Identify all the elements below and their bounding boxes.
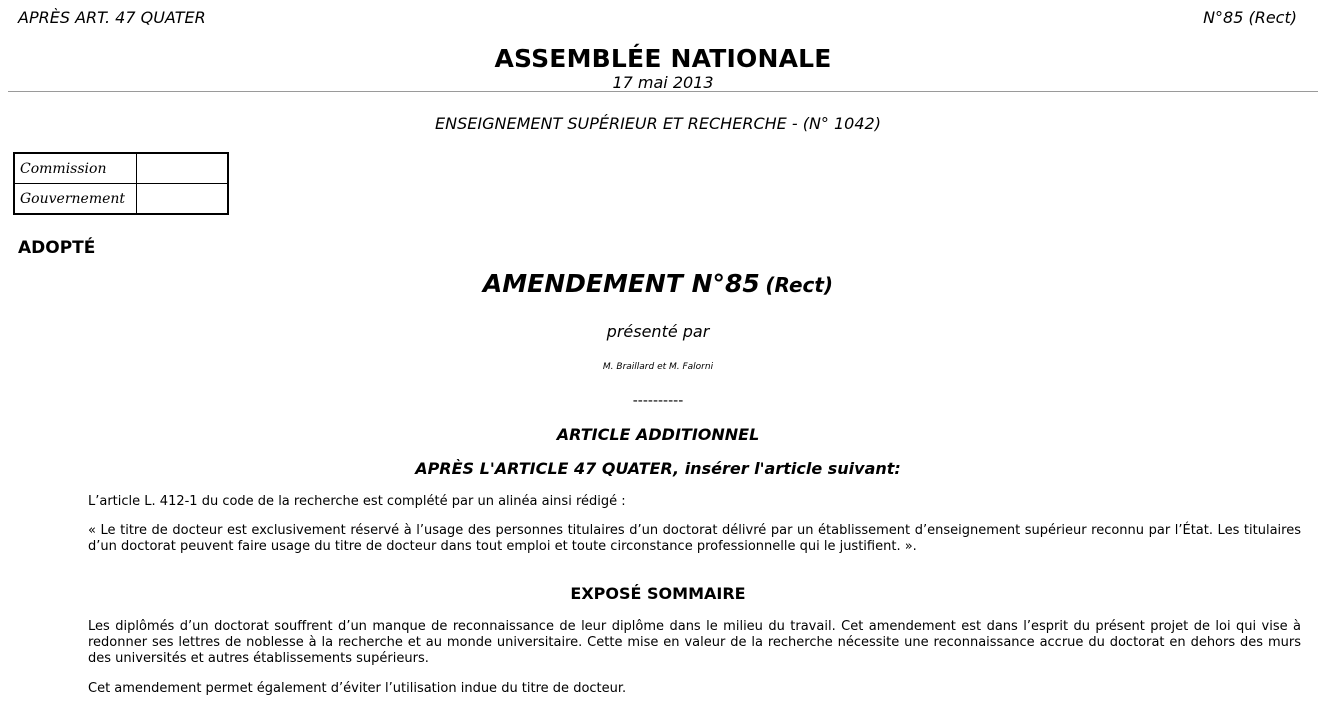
vote-label-gouvernement: Gouvernement xyxy=(14,184,137,215)
vote-row-commission xyxy=(14,153,228,184)
amendment-title xyxy=(0,269,1316,298)
adoption-status: ADOPTÉ xyxy=(18,238,96,258)
vote-value-gouvernement xyxy=(137,184,229,215)
document-date: 17 mai 2013 xyxy=(612,73,714,92)
article-reference: APRÈS ART. 47 QUATER xyxy=(18,8,206,27)
amendment-intro: L’article L. 412-1 du code de la recherche est complété par un alinéa ainsi rédigé : xyxy=(88,494,626,509)
amendment-title-suffix: (Rect) xyxy=(765,273,834,297)
summary-paragraph: Les diplômés d’un doctorat souffrent d’un manque de reconnaissance de leur diplôme dans le milieu du travail. Cet amendement est dans l’esprit du présent projet de loi qui vise à redonner ses lettres de noblesse à la recherche et au monde universitaire. Cette mise en valeur de la recherche nécessite une reconnaissance accrue du doctorat en dehors des murs des universités et autres établissements supérieurs. xyxy=(88,619,1301,666)
header-divider xyxy=(8,91,1318,92)
bill-title: ENSEIGNEMENT SUPÉRIEUR ET RECHERCHE - (N° 1042) xyxy=(435,114,881,133)
separator: ---------- xyxy=(632,393,684,409)
authors: M. Braillard et M. Falorni xyxy=(602,362,714,372)
amendment-text: « Le titre de docteur est exclusivement réservé à l’usage des personnes titulaires d’un doctorat délivré par un établissement d’enseignement supérieur reconnu par l’État. Les titulaires d’un doctorat peuvent faire usage du titre de docteur dans tout emploi et toute circonstance professionnelle qui le justifient. ». xyxy=(88,523,1301,554)
vote-table xyxy=(13,152,229,215)
insertion-instruction: APRÈS L'ARTICLE 47 QUATER, insérer l'article suivant: xyxy=(415,459,901,478)
summary-title: EXPOSÉ SOMMAIRE xyxy=(570,584,746,603)
summary-paragraph: Cet amendement permet également d’éviter l’utilisation indue du titre de docteur. xyxy=(88,681,627,696)
amendment-reference: N°85 (Rect) xyxy=(1203,8,1297,27)
article-type: ARTICLE ADDITIONNEL xyxy=(556,425,760,444)
vote-value-commission xyxy=(137,153,229,184)
amendment-title-main: AMENDEMENT N°85 xyxy=(482,269,760,298)
vote-row-gouvernement xyxy=(14,184,228,215)
assembly-title: ASSEMBLÉE NATIONALE xyxy=(494,44,832,73)
presented-by: présenté par xyxy=(606,322,710,341)
vote-label-commission: Commission xyxy=(14,153,137,184)
